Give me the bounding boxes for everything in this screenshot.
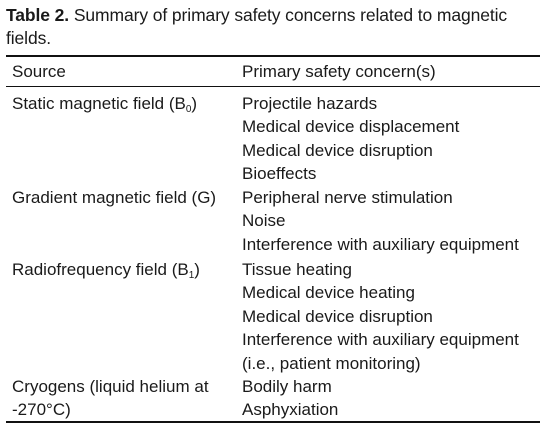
concern-item: Medical device disruption: [242, 306, 433, 326]
concern-item: Medical device disruption: [242, 140, 433, 160]
concern-item: Medical device heating: [242, 283, 415, 303]
table-bottom-rule: [6, 421, 540, 423]
concern-item: Tissue heating: [242, 260, 352, 279]
row-gradient-concerns: [242, 186, 519, 256]
concern-item: Interference with auxiliary equipment: [242, 330, 519, 350]
concern-item: Projectile hazards: [242, 94, 378, 113]
caption-text: Summary of primary safety concerns related to magnetic: [69, 5, 508, 25]
row-radiofrequency-source: Radiofrequency field $(B_1)$: [12, 260, 200, 281]
concern-item: Bodily harm: [242, 377, 332, 396]
row-cryogens-source: Cryogens (liquid helium at -270°C): [12, 377, 209, 420]
concern-item: (i.e., patient monitoring): [242, 353, 421, 373]
caption-label: Table 2.: [6, 5, 70, 25]
row-static-concerns: [242, 92, 459, 186]
caption-text-line2: fields.: [6, 28, 52, 48]
table-caption: [6, 4, 546, 50]
concern-item: Noise: [242, 211, 286, 231]
concern-item: Interference with auxiliary equipment: [242, 234, 519, 254]
header-source: Source: [12, 62, 66, 81]
concern-item: Asphyxiation: [242, 400, 339, 420]
row-static-source: Static magnetic field $(B_0)$: [12, 94, 198, 115]
row-gradient-source: Gradient magnetic field (G): [12, 188, 217, 207]
concern-item: Bioeffects: [242, 164, 317, 184]
header-primary-safety-concerns: Primary safety concern(s): [242, 62, 436, 81]
row-cryogens-concerns: [242, 375, 338, 422]
table-header-rule: [6, 86, 540, 87]
row-radiofrequency-concerns: [242, 258, 519, 375]
concern-item: Medical device displacement: [242, 117, 460, 137]
concern-item: Peripheral nerve stimulation: [242, 188, 453, 207]
table-top-rule: [6, 55, 540, 57]
